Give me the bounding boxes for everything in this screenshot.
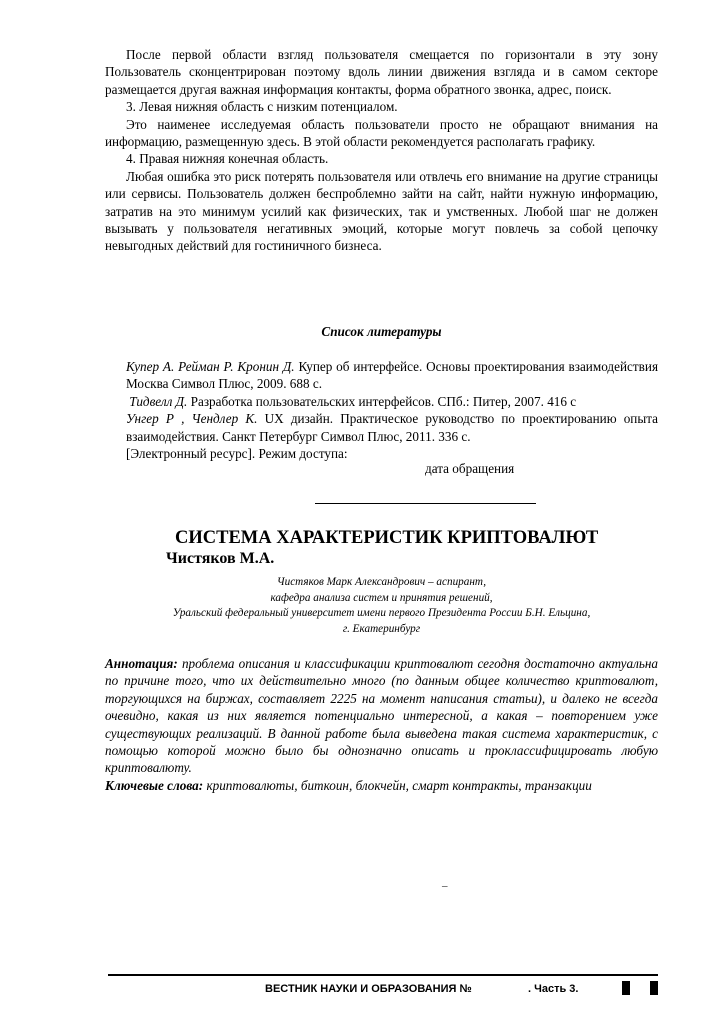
abstract-block xyxy=(105,655,658,794)
abstract-text: проблема описания и классификации криптовалют сегодня достаточно актуальна по причине того, что их действительно много (по данным общее количество криптовалют, торгующихся на биржах, составляет 2225 на момент написания статьи), и далеко не всегда очевидно, какая из них является потенциально интересной, а какая – повторением уже существующих реализаций. В данной работе была выведена такая система характеристик, с помощью которой можно было бы однозначно описать и проклассифицировать любую криптовалюту. xyxy=(105,656,658,776)
paragraph-first-area: После первой области взгляд пользователя смещается по горизонтали в эту зону Пользователь сконцентрирован поэтому вдоль линии движения взгляда и в самом секторе размещается другая важная информация контакты, форма обратного звонка, адрес, поиск. xyxy=(105,47,658,97)
keywords xyxy=(105,777,658,794)
abstract xyxy=(105,655,658,777)
article-title: СИСТЕМА ХАРАКТЕРИСТИК КРИПТОВАЛЮТ xyxy=(175,528,599,548)
reference-4: [Электронный ресурс]. Режим доступа: xyxy=(126,446,348,462)
reference-2 xyxy=(126,393,658,410)
references-title: Список литературы xyxy=(321,324,442,339)
reference-2-authors: Тидвелл Д. xyxy=(129,393,188,409)
affiliation-line-4: г. Екатеринбург xyxy=(342,622,421,635)
reference-1-text: Купер об интерфейсе. Основы проектирования взаимодействия Москва Символ Плюс, 2009. 688 с. xyxy=(126,359,659,392)
page-dash: – xyxy=(442,880,448,892)
reference-1 xyxy=(126,358,658,393)
reference-1-authors: Купер А. Рейман Р. Кронин Д. xyxy=(126,359,295,374)
footer xyxy=(265,983,579,995)
access-date-label: дата обращения xyxy=(425,461,515,476)
item-3-heading: 3. Левая нижняя область с низким потенциалом. xyxy=(126,99,398,115)
item-4-heading: 4. Правая нижняя конечная область. xyxy=(126,151,329,167)
reference-3-authors: Унгер Р , Чендлер К. xyxy=(126,411,258,427)
author-affiliation xyxy=(105,575,658,637)
reference-2-text: Разработка пользовательских интерфейсов. СПб.: Питер, 2007. 416 с xyxy=(187,393,577,409)
paragraph-errors: Любая ошибка это риск потерять пользователя или отвлечь его внимание на другие страницы или сервисы. Пользователь должен беспроблемно зайти на сайт, найти нужную информацию, затратив на это минимум усилий как физических, так и умственных. Любой шаг не должен вызывать у пользователя негативных эмоций, которые могут повлечь за собой цепочку невыгодных действий для гостиничного бизнеса. xyxy=(105,168,658,254)
journal-name: ВЕСТНИК НАУКИ И ОБРАЗОВАНИЯ № xyxy=(265,983,472,995)
affiliation-line-2: кафедра анализа систем и принятия решений, xyxy=(270,591,493,604)
section-divider xyxy=(315,503,536,504)
article-author: Чистяков М.А. xyxy=(166,550,275,567)
footer-marker-left xyxy=(622,981,630,995)
affiliation-line-1: Чистяков Марк Александрович – аспирант, xyxy=(276,576,487,588)
reference-3-text: UX дизайн. Практическое руководство по проектированию опыта взаимодействия. Санкт Петербург Символ Плюс, 2011. 336 с. xyxy=(126,411,658,444)
abstract-label: Аннотация: xyxy=(105,656,178,671)
references-list xyxy=(126,358,658,462)
keywords-text: криптовалюты, биткоин, блокчейн, смарт контракты, транзакции xyxy=(203,777,592,793)
paragraph-lower-left: Это наименее исследуемая область пользователи просто не обращают внимания на информацию, размещенную здесь. В этой области рекомендуется располагать графику. xyxy=(105,116,658,150)
affiliation-line-3: Уральский федеральный университет имени первого Президента России Б.Н. Ельцина, xyxy=(172,607,591,620)
body-text xyxy=(105,46,658,255)
journal-part: . Часть 3. xyxy=(528,983,579,995)
footer-rule xyxy=(108,974,658,976)
footer-marker-right xyxy=(650,981,658,995)
keywords-label: Ключевые слова: xyxy=(105,777,204,793)
reference-3 xyxy=(126,410,658,445)
